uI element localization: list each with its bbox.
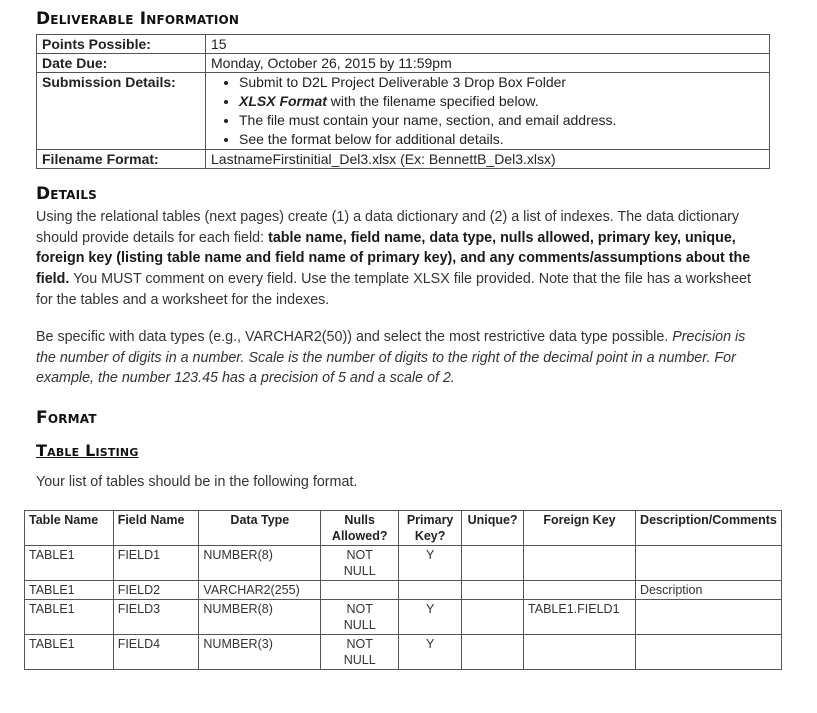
format-heading: Format — [36, 408, 97, 428]
details-p1-text-2: You MUST comment on every field. Use the template XLSX file provided. Note that the file has a worksheet for the tables and a worksheet for the indexes. — [36, 271, 751, 308]
bullet-file-contents: • The file must contain your name, section, and email address. — [239, 111, 764, 130]
deliverable-heading: Deliverable Information — [36, 9, 240, 29]
cell-unique — [462, 600, 524, 635]
cell-foreign-key — [524, 546, 636, 581]
nulls-line-2: NULL — [343, 564, 376, 578]
filename-label: Filename Format: — [37, 150, 206, 169]
cell-primary-key: Y — [399, 635, 462, 670]
cell-table-name: TABLE1 — [25, 635, 114, 670]
cell-nulls-allowed — [321, 600, 399, 635]
nulls-line-1: NOT — [346, 602, 373, 616]
format-intro: Your list of tables should be in the following format. — [36, 474, 358, 490]
col-header-unique: Unique? — [462, 511, 524, 546]
details-p1-text-1: Using the relational tables (next pages) create (1) a data dictionary and (2) a list of indexes. The data dictionary should provide details for each field: — [36, 209, 740, 246]
nulls-header-line-1: Nulls — [344, 513, 375, 527]
format-example-table — [24, 510, 782, 670]
table-listing-subheading: Table Listing — [36, 441, 139, 460]
bullet-see-format: • See the format below for additional details. — [239, 130, 764, 149]
due-value: Monday, October 26, 2015 by 11:59pm — [206, 54, 770, 73]
submission-label: Submission Details: — [37, 73, 206, 150]
cell-primary-key — [399, 581, 462, 600]
submission-details — [206, 73, 770, 150]
cell-field-name: FIELD1 — [113, 546, 199, 581]
filename-row — [37, 150, 770, 169]
cell-description — [635, 546, 781, 581]
cell-table-name: TABLE1 — [25, 600, 114, 635]
due-label: Date Due: — [37, 54, 206, 73]
points-label: Points Possible: — [37, 35, 206, 54]
table-row — [25, 635, 782, 670]
cell-table-name: TABLE1 — [25, 546, 114, 581]
col-header-data-type: Data Type — [199, 511, 321, 546]
details-heading: Details — [36, 184, 98, 204]
table-row — [25, 581, 782, 600]
cell-data-type: VARCHAR2(255) — [199, 581, 321, 600]
pk-header-line-1: Primary — [406, 513, 454, 527]
cell-field-name: FIELD2 — [113, 581, 199, 600]
col-header-nulls-allowed — [321, 511, 399, 546]
table-row — [25, 600, 782, 635]
cell-foreign-key: TABLE1.FIELD1 — [524, 600, 636, 635]
points-value: 15 — [206, 35, 770, 54]
cell-foreign-key — [524, 635, 636, 670]
submission-bullet-list — [211, 73, 764, 149]
cell-field-name: FIELD3 — [113, 600, 199, 635]
col-header-primary-key — [399, 511, 462, 546]
cell-data-type: NUMBER(3) — [199, 635, 321, 670]
nulls-header-line-2: Allowed? — [331, 529, 388, 543]
bullet-xlsx-format — [239, 92, 764, 111]
cell-table-name: TABLE1 — [25, 581, 114, 600]
col-header-field-name: Field Name — [113, 511, 199, 546]
filename-value: LastnameFirstinitial_Del3.xlsx (Ex: BennettB_Del3.xlsx) — [206, 150, 770, 169]
xlsx-format-emphasis: XLSX Format — [239, 93, 327, 109]
nulls-line-2: NULL — [343, 653, 376, 667]
submission-row — [37, 73, 770, 150]
due-row — [37, 54, 770, 73]
points-row — [37, 35, 770, 54]
cell-field-name: FIELD4 — [113, 635, 199, 670]
cell-unique — [462, 581, 524, 600]
cell-nulls-allowed — [321, 581, 399, 600]
cell-data-type: NUMBER(8) — [199, 600, 321, 635]
bullet-dropbox: • Submit to D2L Project Deliverable 3 Drop Box Folder — [239, 73, 764, 92]
col-header-table-name: Table Name — [25, 511, 114, 546]
deliverable-info-table — [36, 34, 770, 169]
pk-header-line-2: Key? — [414, 529, 446, 543]
table-row — [25, 546, 782, 581]
nulls-line-1: NOT — [346, 548, 373, 562]
cell-data-type: NUMBER(8) — [199, 546, 321, 581]
cell-unique — [462, 635, 524, 670]
nulls-line-2: NULL — [343, 618, 376, 632]
details-paragraph-2 — [36, 327, 766, 389]
cell-unique — [462, 546, 524, 581]
xlsx-format-rest: with the filename specified below. — [326, 93, 539, 109]
cell-primary-key: Y — [399, 600, 462, 635]
details-paragraph-1 — [36, 207, 766, 311]
cell-primary-key: Y — [399, 546, 462, 581]
col-header-foreign-key: Foreign Key — [524, 511, 636, 546]
details-p1-bold: table name, field name, data type, nulls allowed, primary key, unique, foreign key (listing table name and field name of primary key), and any comments/assumptions about the field. — [36, 229, 751, 288]
cell-foreign-key — [524, 581, 636, 600]
nulls-line-1: NOT — [346, 637, 373, 651]
details-p2-text: Be specific with data types (e.g., VARCHAR2(50)) and select the most restrictive data type possible. — [36, 329, 673, 345]
format-table-header-row — [25, 511, 782, 546]
cell-description: Description — [635, 581, 781, 600]
col-header-description: Description/Comments — [635, 511, 781, 546]
cell-description — [635, 600, 781, 635]
cell-description — [635, 635, 781, 670]
cell-nulls-allowed — [321, 635, 399, 670]
cell-nulls-allowed — [321, 546, 399, 581]
details-p2-italic: Precision is the number of digits in a number. Scale is the number of digits to the right of the decimal point in a number. For example, the number 123.45 has a precision of 5 and a scale of 2. — [36, 329, 746, 387]
